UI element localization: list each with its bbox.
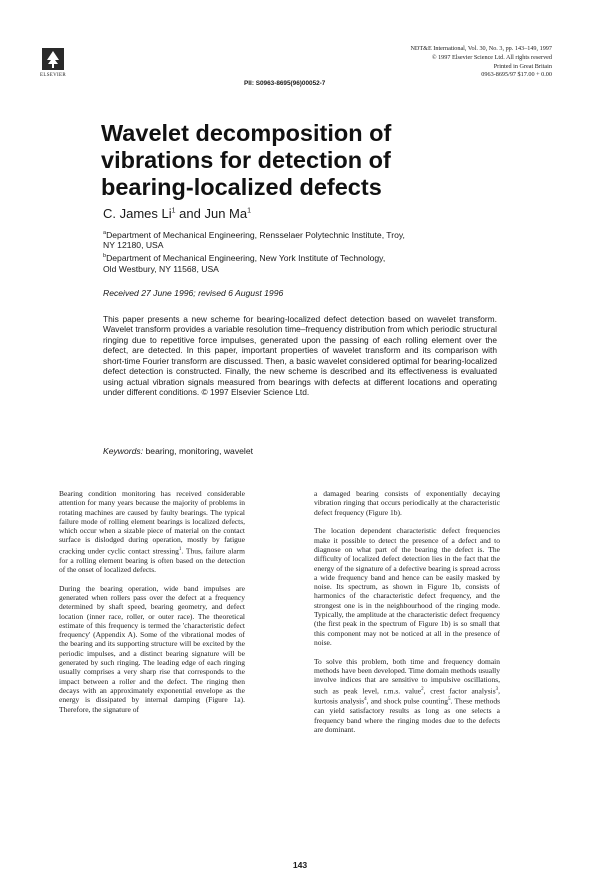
author-name: C. James Li [103,206,172,221]
journal-line: Printed in Great Britain [493,62,552,70]
citation-ref: 3 [495,686,499,692]
affiliation-line: $^b$Department of Mechanical Engineering, New York Institute of Technology, [103,252,386,263]
author-affiliation-mark: 1 [171,207,176,215]
title-line: bearing-localized defects [101,174,382,200]
body-paragraph: Bearing condition monitoring has received considerable attention for many years because the majority of problems in rotating machines are caused by faulty bearings. The typical failure mode of rolling element bearings is localized defects, which occur when a sizable piece of material on the contact surface is dislodged during operation, mostly by fatigue cracking under cyclic contact stressing$^1$. Thus, failure alarm for a rolling element bearing is often based on the detection of the onset of localized defects. [59,489,246,574]
journal-line: © 1997 Elsevier Science Ltd. All rights reserved [431,53,552,61]
title-line: Wavelet decomposition of [101,120,392,146]
page-number: 143 [292,860,308,870]
body-column-left [59,489,245,723]
affiliation-line: NY 12180, USA [103,240,164,251]
author-affiliation-mark: 1 [247,207,252,215]
journal-citation [410,45,552,80]
body-paragraph: During the bearing operation, wide band impulses are generated when rollers pass over the defect at a frequency determined by shaft speed, bearing geometry, and defect location (inner race, roller, or outer race). The theoretical estimate of this frequency is termed the 'characteristic defect frequency' (Appendix A). Some of the vibrational modes of the bearing and its supporting structure will be excited by the periodic impulses, and a distinct bearing signature will be generated by such ringing. The leading edge of each ringing usually comprises a very sharp rise that corresponds to the impact between a roller and the defect. The ringing then decays with an approximately exponential envelope as the energy is dissipated by internal damping (Figure 1a). Therefore, the signature of [59,583,245,714]
journal-line: 0963-8695/97 $17.00 + 0.00 [481,71,552,79]
author-joiner: and [175,206,205,221]
paper-title [101,120,541,201]
citation-ref: 2 [421,686,424,692]
pii-code: PII: S0963-8695(96)00052-7 [244,80,326,87]
abstract: This paper presents a new scheme for bearing-localized defect detection based on wavelet transform. Wavelet transform provides a variable resolution time–frequency distribution from which periodic structural ringing due to repetitive force impulses, generated upon the passing of each rolling element over the defect, are detected. In this paper, important properties of wavelet transform and its comparison with short-time Fourier transform are discussed. Then, a basic wavelet considered optimal for bearing-localized defect detection is constructed. Finally, the new scheme is described and its effectiveness is evaluated using actual vibration signals measured from bearings with defects at different locations and operating under different conditions. © 1997 Elsevier Science Ltd. [103,314,497,398]
affiliation-line: $^a$Department of Mechanical Engineering, Rensselaer Polytechnic Institute, Troy, [103,229,405,240]
keywords-text: bearing, monitoring, wavelet [143,446,253,456]
body-paragraph: To solve this problem, both time and frequency domain methods have been developed. Time domain methods usually involve indices that are sensitive to impulsive oscillations, such as peak level, r.m.s. value$^2$, crest factor analysis$^3$, kurtosis analysis$^4$, and shock pulse counting$^5$. These methods can yield satisfactory results as long as one selects a frequency band where the ringing modes due to the defects are dominant. [314,656,501,734]
affiliation-mark: a [103,230,107,236]
citation-ref: 1 [178,546,182,552]
author-list [103,206,251,221]
author-name: Jun Ma [204,206,248,221]
affiliation-line: Old Westbury, NY 11568, USA [103,263,219,274]
body-paragraph: The location dependent characteristic defect frequencies make it possible to detect the presence of a defect and to diagnose on what part of the bearing the defect is. The difficulty of localized defect detection lies in the fact that the energy of the signature of a defective bearing is spread across a wide frequency band and hence can be easily masked by noise. Its spectrum, as shown in Figure 1b, consists of harmonics of the characteristic defect frequency, and the strongest one is in the neighbourhood of the ringing mode. Typically, the amplitude at the characteristic defect frequency (the first peak in the spectrum of Figure 1b) is so small that this component may not be noticed at all in the presence of noise. [314,526,500,647]
title-line: vibrations for detection of [101,147,391,173]
affiliation-mark: b [103,253,107,260]
body-paragraph: a damaged bearing consists of exponentially decaying vibration ringing that occurs periodically at the characteristic defect frequency (Figure 1b). [314,489,500,517]
journal-line: NDT&E International, Vol. 30, No. 3, pp. 143–149, 1997 [410,45,552,52]
keywords [103,446,253,456]
citation-ref: 4 [364,697,367,703]
publisher-logo-text: ELSEVIER [40,73,67,78]
elsevier-tree-logo-icon [42,48,64,70]
keywords-label: Keywords: [103,446,144,456]
body-column-right [314,489,500,744]
affiliations [103,228,405,274]
citation-ref: 5 [447,697,451,703]
received-dates: Received 27 June 1996; revised 6 August 1996 [103,288,284,298]
